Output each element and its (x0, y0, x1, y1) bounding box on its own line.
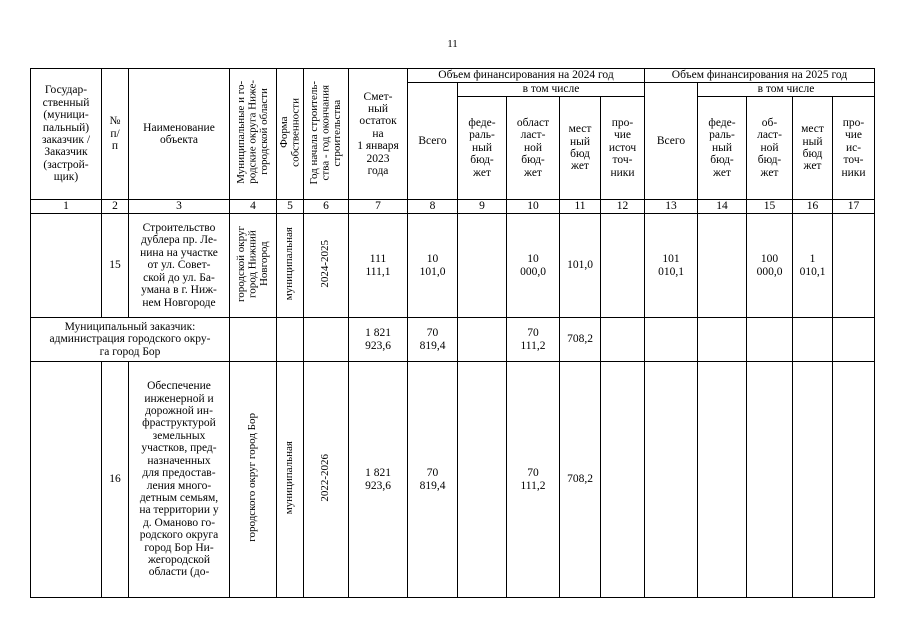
row-other-2025 (833, 214, 875, 318)
row-total-2025: 101 010,1 (645, 214, 698, 318)
row-years (304, 362, 349, 598)
column-number: 4 (230, 200, 277, 214)
column-number: 11 (560, 200, 601, 214)
row-federal-2025 (698, 214, 747, 318)
row-municipality (230, 214, 277, 318)
subtotal-empty (747, 318, 793, 362)
row-total-2024: 70 819,4 (408, 362, 458, 598)
header-federal-2025: феде- раль- ный бюд- жет (698, 97, 747, 200)
row-municipality-text: городской округ город Нижний Новгород (234, 225, 270, 302)
page-number: 11 (447, 38, 458, 50)
header-no: № п/ п (102, 69, 129, 200)
row-total-2025 (645, 362, 698, 598)
column-number: 9 (458, 200, 507, 214)
row-other-2024 (601, 362, 645, 598)
header-regional-2025: об- ласт- ной бюд- жет (747, 97, 793, 200)
column-number: 14 (698, 200, 747, 214)
header-local-2025: мест ный бюд жет (793, 97, 833, 200)
header-municipality (230, 69, 277, 200)
row-name: Строительство дублера пр. Ле- нина на участке от ул. Совет- ской до ул. Ба- умана в г. Ниж- нем Новгороде (129, 214, 230, 318)
header-municipality-text: Муниципальные и го- родские округа Ниже- городской области (234, 80, 270, 185)
column-number: 2 (102, 200, 129, 214)
row-regional-2025: 100 000,0 (747, 214, 793, 318)
row-balance: 111 111,1 (349, 214, 408, 318)
row-no: 16 (102, 362, 129, 598)
header-local-2024: мест ный бюд жет (560, 97, 601, 200)
header-balance: Смет- ный остаток на 1 января 2023 года (349, 69, 408, 200)
row-total-2024: 10 101,0 (408, 214, 458, 318)
subtotal-empty (833, 318, 875, 362)
header-row-1 (31, 69, 875, 83)
financing-table (30, 68, 875, 598)
column-number: 15 (747, 200, 793, 214)
row-customer-empty (31, 214, 102, 318)
table-row (31, 362, 875, 598)
row-other-2025 (833, 362, 875, 598)
row-regional-2024: 70 111,2 (507, 362, 560, 598)
row-municipality-text: городского округ город Бор (246, 413, 259, 543)
column-number: 3 (129, 200, 230, 214)
header-total-2025: Всего (645, 83, 698, 200)
subtotal-label: Муниципальный заказчик: администрация городского окру- га город Бор (31, 318, 230, 362)
subtotal-empty (793, 318, 833, 362)
subtotal-total-2024: 70 819,4 (408, 318, 458, 362)
row-local-2024: 101,0 (560, 214, 601, 318)
column-number: 1 (31, 200, 102, 214)
row-ownership-text: муниципальная (283, 227, 296, 301)
subtotal-empty (304, 318, 349, 362)
row-municipality (230, 362, 277, 598)
subtotal-empty (458, 318, 507, 362)
row-federal-2024 (458, 362, 507, 598)
header-regional-2024: област ласт- ной бюд- жет (507, 97, 560, 200)
header-ownership-text: Форма собственности (277, 97, 301, 167)
header-including-2025: в том числе (698, 83, 875, 97)
row-balance: 1 821 923,6 (349, 362, 408, 598)
table-row (31, 214, 875, 318)
header-fin-2024: Объем финансирования на 2024 год (408, 69, 645, 83)
header-other-2025: про- чие ис- точ- ники (833, 97, 875, 200)
subtotal-empty (601, 318, 645, 362)
subtotal-balance: 1 821 923,6 (349, 318, 408, 362)
column-number: 12 (601, 200, 645, 214)
subtotal-empty (698, 318, 747, 362)
row-regional-2024: 10 000,0 (507, 214, 560, 318)
row-ownership-text: муниципальная (283, 441, 296, 515)
row-years-text: 2022-2026 (319, 453, 332, 502)
header-other-2024: про- чие источ точ- ники (601, 97, 645, 200)
row-regional-2025 (747, 362, 793, 598)
row-local-2025 (793, 362, 833, 598)
column-number: 5 (277, 200, 304, 214)
header-ownership (277, 69, 304, 200)
column-number: 6 (304, 200, 349, 214)
row-years (304, 214, 349, 318)
header-federal-2024: феде- раль- ный бюд- жет (458, 97, 507, 200)
row-federal-2025 (698, 362, 747, 598)
row-local-2025: 1 010,1 (793, 214, 833, 318)
row-ownership (277, 362, 304, 598)
row-customer-empty (31, 362, 102, 598)
header-years (304, 69, 349, 200)
column-number: 16 (793, 200, 833, 214)
column-number-row (31, 200, 875, 214)
row-years-text: 2024-2025 (319, 239, 332, 288)
subtotal-row (31, 318, 875, 362)
row-federal-2024 (458, 214, 507, 318)
row-ownership (277, 214, 304, 318)
column-number: 10 (507, 200, 560, 214)
column-number: 13 (645, 200, 698, 214)
column-number: 7 (349, 200, 408, 214)
header-name: Наименование объекта (129, 69, 230, 200)
row-local-2024: 708,2 (560, 362, 601, 598)
row-other-2024 (601, 214, 645, 318)
subtotal-regional-2024: 70 111,2 (507, 318, 560, 362)
header-customer: Государ- ственный (муници- пальный) заказчик / Заказчик (застрой- щик) (31, 69, 102, 200)
header-fin-2025: Объем финансирования на 2025 год (645, 69, 875, 83)
column-number: 8 (408, 200, 458, 214)
subtotal-empty (230, 318, 277, 362)
subtotal-empty (277, 318, 304, 362)
header-years-text: Год начала строитель- ства - год окончания строительства (307, 80, 343, 185)
subtotal-empty (645, 318, 698, 362)
header-including-2024: в том числе (458, 83, 645, 97)
header-total-2024: Всего (408, 83, 458, 200)
row-no: 15 (102, 214, 129, 318)
subtotal-local-2024: 708,2 (560, 318, 601, 362)
row-name: Обеспечение инженерной и дорожной ин- фраструктурой земельных участков, пред- назначенных для предостав- ления много- детным семьям, на территории у д. Оманово го- родского округа город Бор Ни- жегородской области (до- (129, 362, 230, 598)
column-number: 17 (833, 200, 875, 214)
